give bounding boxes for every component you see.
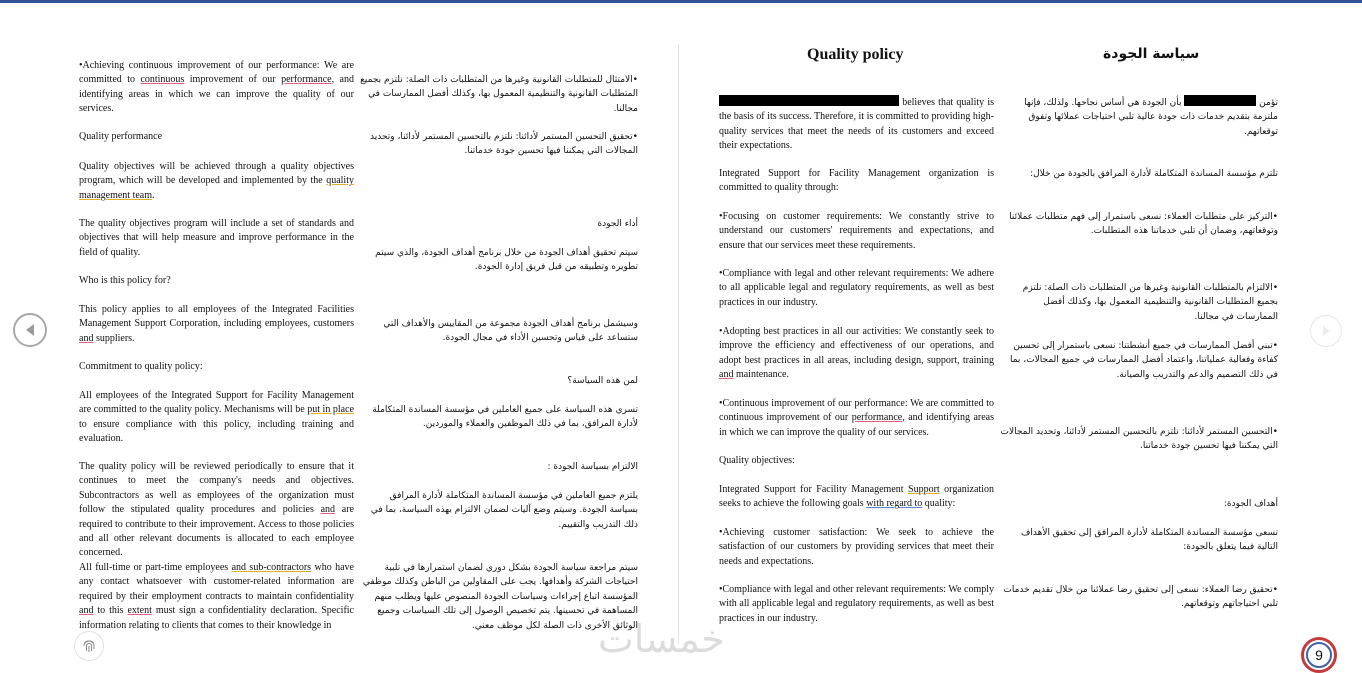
- paragraph: •تحقيق التحسين المستمر لأدائنا: نلتزم بالتحسين المستمر لأدائنا، وتحديد المجالات التي يمكننا فيها تحسين جودة خدماتنا.: [370, 132, 638, 157]
- paragraph: سيتم تحقيق أهداف الجودة من خلال برنامج أهداف الجودة، والذي سيتم تطويره وتطبيقه من قبل فريق إدارة الجودة.: [375, 248, 638, 273]
- paragraph: تؤمن بأن الجودة هي أساس نجاحها. ولذلك، فإنها ملتزمة بتقديم خدمات ذات جودة عالية تلبي احتياجات عملائها وتفوق توقعاتهم.: [1000, 95, 1278, 139]
- paragraph: •Achieving customer satisfaction: We seek to achieve the satisfaction of our customers by providing services that meet their needs and expectations.: [719, 527, 994, 567]
- paragraph: •Compliance with legal and other relevant requirements: We adhere to all applicable legal and regulatory requirements, as well as best practices in our industry.: [719, 268, 994, 308]
- section-heading: الالتزام بسياسة الجودة :: [547, 462, 638, 472]
- previous-page-button[interactable]: [13, 313, 47, 347]
- section-heading: Quality objectives:: [719, 455, 795, 466]
- paragraph: This policy applies to all employees of the Integrated Facilities Management Support Corporation, including employees, customers and suppliers.: [79, 304, 354, 344]
- paragraph: •Focusing on customer requirements: We constantly strive to understand our customers' requirements and expectations, and ensure that our services meet these requirements.: [719, 211, 994, 251]
- section-heading: أهداف الجودة:: [1223, 499, 1278, 509]
- redacted-company-name-arabic: [1184, 95, 1256, 106]
- paragraph: تسعى مؤسسة المساندة المتكاملة لأدارة المرافق إلى تحقيق الأهداف التالية فيما يتعلق بالجودة:: [1021, 528, 1278, 553]
- paragraph: وسيشمل برنامج أهداف الجودة مجموعة من المقاييس والأهداف التي ستساعد على قياس وتحسين الأداء في مجال الجودة.: [383, 319, 638, 344]
- paragraph: Integrated Support for Facility Management Support organization seeks to achieve the following goals with regard to quality:: [719, 484, 994, 510]
- paragraph: تلتزم مؤسسة المساندة المتكاملة لأدارة المرافق بالجودة من خلال:: [1030, 169, 1278, 179]
- section-heading: Who is this policy for?: [79, 275, 171, 286]
- page-title-english: Quality policy: [807, 46, 904, 63]
- chevron-left-icon: [23, 322, 37, 338]
- paragraph: •تبني أفضل الممارسات في جميع أنشطتنا: نسعى باستمرار إلى تحسين كفاءة وفعالية عملياتنا، واعتماد أفضل الممارسات في جميع المجالات، بما في ذلك التصميم والدعم والتدريب والصيانة.: [1009, 341, 1278, 380]
- page-number-badge[interactable]: [1301, 637, 1337, 673]
- watermark: خمسات: [598, 617, 725, 661]
- paragraph: The quality objectives program will include a set of standards and objectives that will help measure and improve performance in the field of quality.: [79, 218, 354, 258]
- page-title-arabic: سياسة الجودة: [1103, 46, 1200, 62]
- paragraph: سيتم مراجعة سياسة الجودة بشكل دوري لضمان استمرارها في تلبية احتياجات الشركة وأهدافها. يجب على المقاولين من الباطن وكذلك موظفي المؤسسة اتباع إجراءات وسياسات الجودة المنصوص عليها ويطلب منهم المساهمة في تحسينها. يتم تخصيص الوصول إلى تلك السياسات وجميع الوثائق الأخرى ذات الصلة لكل موظف معني.: [362, 563, 638, 631]
- paragraph: •Continuous improvement of our performance: We are committed to continuous improvement of our performance, and identifying areas in which we can improve the quality of our services.: [719, 398, 994, 438]
- paragraph: •التركيز على متطلبات العملاء: نسعى باستمرار إلى فهم متطلبات عملائنا وتوقعاتهم، وضمان أن تلبي خدماتنا هذه المتطلبات.: [1009, 212, 1278, 237]
- paragraph: •تحقيق رضا العملاء: نسعى إلى تحقيق رضا عملائنا من خلال تقديم خدمات تلبي احتياجاتهم وتوقعاتهم.: [1003, 585, 1278, 610]
- section-heading: لمن هذه السياسة؟: [567, 376, 638, 386]
- section-heading: Commitment to quality policy:: [79, 361, 203, 372]
- paragraph: •الامتثال للمتطلبات القانونية وغيرها من المتطلبات ذات الصلة: نلتزم بجميع المتطلبات القانونية والتنظيمية المعمول بها، وكذلك أفضل الممارسات في مجالنا.: [360, 75, 638, 114]
- paragraph: All employees of the Integrated Support for Facility Management are committed to the quality policy. Mechanisms will be put in place to ensure compliance with this policy, including training and evaluation.: [79, 390, 354, 445]
- paragraph: تسري هذه السياسة على جميع العاملين في مؤسسة المساندة المتكاملة لأدارة المرافق، بما في ذلك الموظفين والعملاء والموردين.: [372, 405, 638, 430]
- paragraph: The quality policy will be reviewed periodically to ensure that it continues to meet the company's needs and objectives. Subcontractors as well as employees of the organization must follow the stipulated quality procedures and policies and are required to contribute to their improvement. Access to those policies and all other relevant documents is allocated to each employee concerned.: [79, 461, 354, 559]
- fingerprint-button[interactable]: [74, 631, 104, 661]
- next-page-button[interactable]: [1310, 315, 1342, 347]
- paragraph: •Compliance with legal and other relevant requirements: We comply with all applicable legal and regulatory requirements, as well as best practices in our industry.: [719, 584, 994, 624]
- section-heading: Quality performance: [79, 131, 163, 142]
- paragraph: •الالتزام بالمتطلبات القانونية وغيرها من المتطلبات ذات الصلة: نلتزم بجميع المتطلبات القانونية والتنظيمية المعمول بها، وكذلك أفضل الممارسات في مجالنا.: [1022, 283, 1278, 322]
- paragraph: believes that quality is the basis of its success. Therefore, it is committed to providing high-quality services that meet the needs of its customers and exceed their expectations.: [719, 97, 994, 152]
- paragraph: Quality objectives will be achieved through a quality objectives program, which will be developed and implemented by the quality management team.: [79, 161, 354, 201]
- paragraph: •التحسين المستمر لأدائنا: نلتزم بالتحسين المستمر لأدائنا، وتحديد المجالات التي يمكننا فيها تحسين جودة خدماتنا.: [1000, 427, 1278, 452]
- paragraph: •Achieving continuous improvement of our performance: We are committed to continuous improvement of our performance, and identifying areas in which we can improve the quality of our services.: [79, 60, 354, 115]
- page-divider: [678, 44, 679, 644]
- section-heading: أداء الجودة: [597, 219, 638, 229]
- fingerprint-icon: [81, 638, 97, 654]
- redacted-company-name: [719, 95, 899, 106]
- chevron-right-icon: [1320, 324, 1332, 338]
- paragraph: •Adopting best practices in all our activities: We constantly seek to improve the efficiency and effectiveness of our operations, and adopt best practices in all areas, including design, support, training and maintenance.: [719, 326, 994, 381]
- page-number: 9: [1306, 642, 1332, 668]
- top-accent-bar: [0, 0, 1362, 3]
- paragraph: Integrated Support for Facility Management organization is committed to quality through:: [719, 168, 994, 194]
- paragraph: يلتزم جميع العاملين في مؤسسة المساندة المتكاملة لأدارة المرافق بسياسة الجودة. وسيتم وضع آليات لضمان الالتزام بهذه السياسة، بما في ذلك التدريب والتقييم.: [370, 491, 638, 530]
- paragraph: All full-time or part-time employees and sub-contractors who have any contact whatsoever with customer-related information are required by their employment contracts to maintain confidentiality and to this extent must sign a confidentiality declaration. Specific information relating to clients that comes to their knowledge in: [79, 562, 354, 631]
